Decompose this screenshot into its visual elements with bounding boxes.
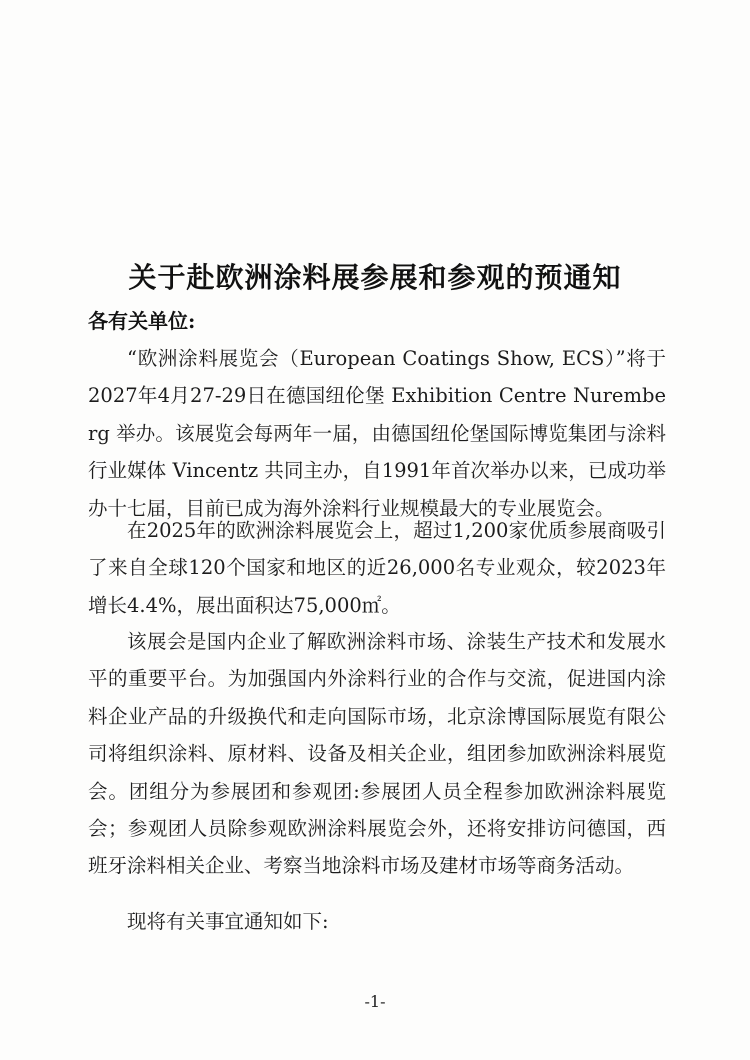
salutation: 各有关单位: [88,309,196,333]
document-title: 关于赴欧洲涂料展参展和参观的预通知 [128,261,622,294]
paragraph-2025-statistics: 在2025年的欧洲涂料展览会上，超过1,200家优质参展商吸引了来自全球120个国家和地区的近26,000名专业观众，较2023年增长4.4%，展出面积达75,000㎡。 [88,519,666,617]
paragraph-notice-lead: 现将有关事宜通知如下: [127,910,329,933]
paragraph-event-intro: “欧洲涂料展览会（European Coatings Show, ECS）”将于2027年4月27-29日在德国纽伦堡 Exhibition Centre Nuremberg 举办。该展览会每两年一届，由德国纽伦堡国际博览集团与涂料行业媒体 Vincentz 共同主办，自1991年首次举办以来，已成功举办十七届，目前已成为海外涂料行业规模最大的专业展览会。 [88,347,666,520]
paragraph-delegation-plan: 该展会是国内企业了解欧洲涂料市场、涂装生产技术和发展水平的重要平台。为加强国内外涂料行业的合作与交流，促进国内涂料企业产品的升级换代和走向国际市场，北京涂博国际展览有限公司将组织涂料、原材料、设备及相关企业，组团参加欧洲涂料展览会。团组分为参展团和参观团:参展团人员全程参加欧洲涂料展览会；参观团人员除参观欧洲涂料展览会外，还将安排访问德国，西班牙涂料相关企业、考察当地涂料市场及建材市场等商务活动。 [88,630,666,878]
page-number: -1- [364,992,386,1011]
